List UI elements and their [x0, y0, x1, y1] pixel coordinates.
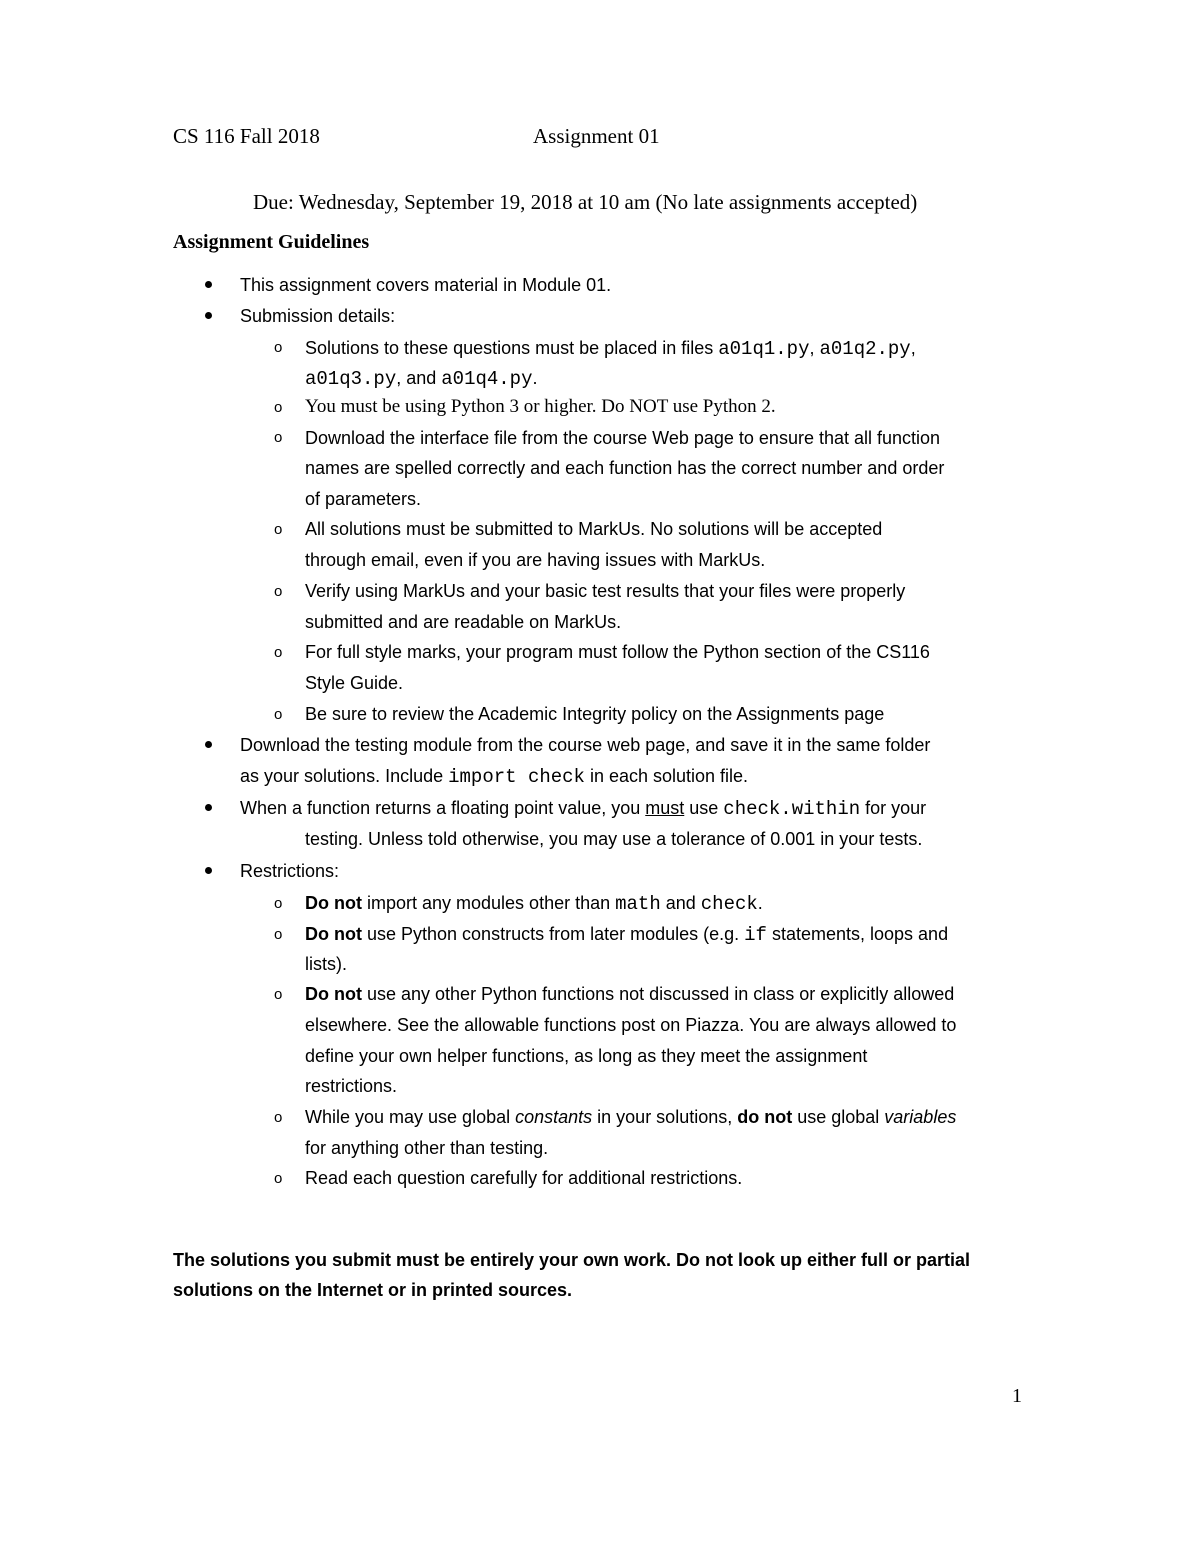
- bullet-icon: [205, 312, 212, 319]
- list-item: Submission details:: [240, 306, 396, 326]
- list-item: Do not use any other Python functions not discussed in class or explicitly allowed: [305, 984, 955, 1004]
- list-item: Solutions to these questions must be placed in files a01q1.py, a01q2.py,: [305, 338, 916, 360]
- sub-bullet-icon: o: [274, 926, 283, 943]
- due-date: Due: Wednesday, September 19, 2018 at 10 am (No late assignments accepted): [253, 190, 918, 214]
- sub-bullet-icon: o: [274, 521, 283, 538]
- list-item: Download the interface file from the course Web page to ensure that all function: [305, 428, 941, 448]
- list-item: Download the testing module from the course web page, and save it in the same folder: [240, 735, 931, 755]
- closing-statement-continuation: solutions on the Internet or in printed sources.: [173, 1280, 573, 1300]
- list-item: For full style marks, your program must follow the Python section of the CS116: [305, 642, 930, 662]
- list-item: All solutions must be submitted to MarkUs. No solutions will be accepted: [305, 519, 883, 539]
- list-item: This assignment covers material in Module 01.: [240, 275, 612, 295]
- sub-bullet-icon: o: [274, 429, 283, 446]
- list-item-continuation: submitted and are readable on MarkUs.: [305, 612, 622, 632]
- list-item: Read each question carefully for additional restrictions.: [305, 1168, 743, 1188]
- list-item: Be sure to review the Academic Integrity policy on the Assignments page: [305, 704, 885, 724]
- list-item-continuation: a01q3.py, and a01q4.py.: [305, 368, 538, 390]
- list-item-continuation: of parameters.: [305, 489, 422, 509]
- list-item-continuation: elsewhere. See the allowable functions post on Piazza. You are always allowed to: [305, 1015, 957, 1035]
- sub-bullet-icon: o: [274, 706, 283, 723]
- sub-bullet-icon: o: [274, 1170, 283, 1187]
- sub-bullet-icon: o: [274, 644, 283, 661]
- list-item: When a function returns a floating point value, you must use check.within for your: [240, 798, 927, 820]
- closing-statement: The solutions you submit must be entirely your own work. Do not look up either full or partial: [173, 1250, 971, 1270]
- list-item-continuation: as your solutions. Include import check in each solution file.: [240, 766, 749, 788]
- sub-bullet-icon: o: [274, 583, 283, 600]
- list-item-continuation: names are spelled correctly and each function has the correct number and order: [305, 458, 945, 478]
- list-item: While you may use global constants in your solutions, do not use global variables: [305, 1107, 957, 1127]
- list-item-continuation: testing. Unless told otherwise, you may use a tolerance of 0.001 in your tests.: [305, 829, 923, 849]
- list-item: Do not use Python constructs from later modules (e.g. if statements, loops and: [305, 924, 949, 946]
- list-item-continuation: restrictions.: [305, 1076, 398, 1096]
- list-item: Restrictions:: [240, 861, 340, 881]
- guidelines-heading: Assignment Guidelines: [173, 231, 370, 253]
- list-item-continuation: for anything other than testing.: [305, 1138, 549, 1158]
- bullet-icon: [205, 804, 212, 811]
- page-number: 1: [1012, 1385, 1022, 1407]
- sub-bullet-icon: o: [274, 339, 283, 356]
- list-item-continuation: define your own helper functions, as long as they meet the assignment: [305, 1046, 868, 1066]
- sub-bullet-icon: o: [274, 399, 283, 416]
- course-title: CS 116 Fall 2018: [173, 124, 320, 148]
- list-item: Do not import any modules other than math and check.: [305, 893, 763, 915]
- sub-bullet-icon: o: [274, 895, 283, 912]
- assignment-title: Assignment 01: [533, 124, 660, 148]
- list-item-continuation: Style Guide.: [305, 673, 404, 693]
- list-item-continuation: lists).: [305, 954, 347, 974]
- sub-bullet-icon: o: [274, 1109, 283, 1126]
- bullet-icon: [205, 281, 212, 288]
- bullet-icon: [205, 741, 212, 748]
- list-item: You must be using Python 3 or higher. Do NOT use Python 2.: [305, 396, 776, 417]
- bullet-icon: [205, 867, 212, 874]
- list-item: Verify using MarkUs and your basic test results that your files were properly: [305, 581, 906, 601]
- sub-bullet-icon: o: [274, 986, 283, 1003]
- list-item-continuation: through email, even if you are having issues with MarkUs.: [305, 550, 766, 570]
